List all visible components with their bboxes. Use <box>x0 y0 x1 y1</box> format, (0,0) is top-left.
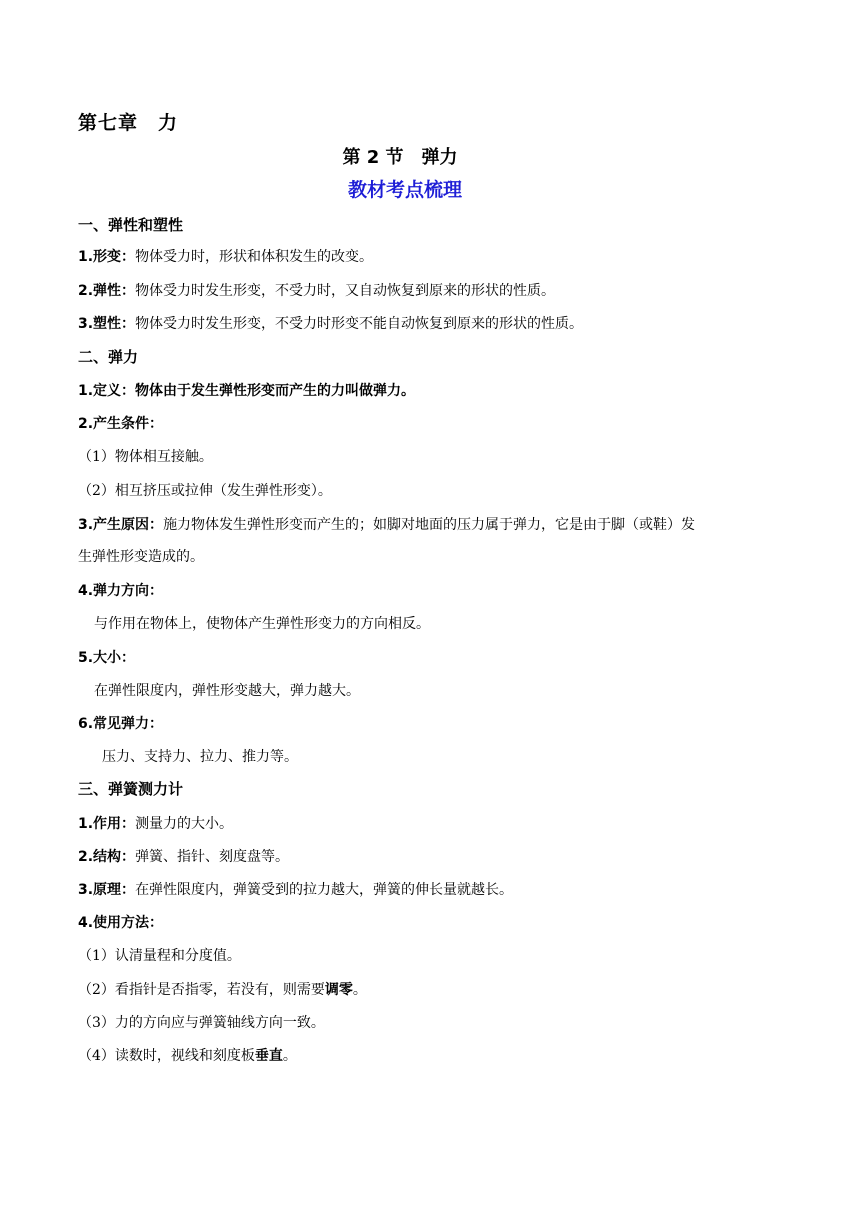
common-forces-text: 压力、支持力、拉力、推力等。 <box>102 749 298 765</box>
usage-step-1: （1）认清量程和分度值。 <box>78 948 241 964</box>
heading-spring-scale: 三、弹簧测力计 <box>78 780 184 798</box>
step-text: （2）看指针是否指零，若没有，则需要 <box>78 982 325 998</box>
usage-step-3: （3）力的方向应与弹簧轴线方向一致。 <box>78 1015 325 1031</box>
cause-line-2: 生弹性形变造成的。 <box>78 549 204 565</box>
direction-text: 与作用在物体上，使物体产生弹性形变力的方向相反。 <box>94 616 430 632</box>
item-label: 1.作用： <box>78 816 136 832</box>
item-label: 2.结构： <box>78 849 136 865</box>
direction-label: 4.弹力方向： <box>78 583 164 599</box>
common-forces-label: 6.常见弹力： <box>78 716 164 732</box>
item-elasticity <box>78 280 555 300</box>
item-text: 物体受力时发生形变，不受力时形变不能自动恢复到原来的形状的性质。 <box>135 316 584 332</box>
heading-elasticity-plasticity: 一、弹性和塑性 <box>78 216 184 234</box>
subtitle: 教材考点梳理 <box>347 179 462 201</box>
item-plasticity <box>78 313 583 333</box>
cause-label: 3.产生原因： <box>78 517 164 533</box>
step-emphasis: 调零 <box>324 982 353 998</box>
item-text: 弹簧、指针、刻度盘等。 <box>135 849 290 865</box>
chapter-title: 第七章 力 <box>78 112 179 134</box>
step-emphasis: 垂直 <box>254 1048 283 1064</box>
item-deformation <box>78 246 373 266</box>
heading-elastic-force: 二、弹力 <box>78 348 139 366</box>
condition-2: （2）相互挤压或拉伸（发生弹性形变）。 <box>78 483 332 499</box>
item-label: 3.原理： <box>78 882 136 898</box>
usage-step-4 <box>78 1045 297 1065</box>
cause-text: 施力物体发生弹性形变而产生的；如脚对地面的压力属于弹力，它是由于脚（或鞋）发 <box>163 517 696 533</box>
item-label: 1.形变： <box>78 249 136 265</box>
step-text: （4）读数时，视线和刻度板 <box>78 1048 255 1064</box>
item-text: 在弹性限度内，弹簧受到的拉力越大，弹簧的伸长量就越长。 <box>135 882 514 898</box>
item-function <box>78 813 233 833</box>
item-label: 2.弹性： <box>78 283 136 299</box>
item-text: 物体受力时，形状和体积发生的改变。 <box>135 249 374 265</box>
cause-line <box>78 514 695 534</box>
step-end: 。 <box>282 1048 297 1064</box>
item-principle <box>78 879 513 899</box>
elastic-force-definition: 1.定义：物体由于发生弹性形变而产生的力叫做弹力。 <box>78 383 416 399</box>
item-text: 测量力的大小。 <box>135 816 234 832</box>
item-text: 物体受力时发生形变，不受力时，又自动恢复到原来的形状的性质。 <box>135 283 556 299</box>
magnitude-label: 5.大小： <box>78 650 136 666</box>
conditions-label: 2.产生条件： <box>78 416 164 432</box>
condition-1: （1）物体相互接触。 <box>78 449 213 465</box>
item-label: 3.塑性： <box>78 316 136 332</box>
usage-step-2 <box>78 979 367 999</box>
section-name: 弹力 <box>421 147 458 168</box>
item-structure <box>78 846 289 866</box>
magnitude-text: 在弹性限度内，弹性形变越大，弹力越大。 <box>94 683 360 699</box>
section-number: 第 2 节 <box>342 147 404 168</box>
step-end: 。 <box>352 982 367 998</box>
usage-label: 4.使用方法： <box>78 915 164 931</box>
section-title <box>0 143 800 169</box>
